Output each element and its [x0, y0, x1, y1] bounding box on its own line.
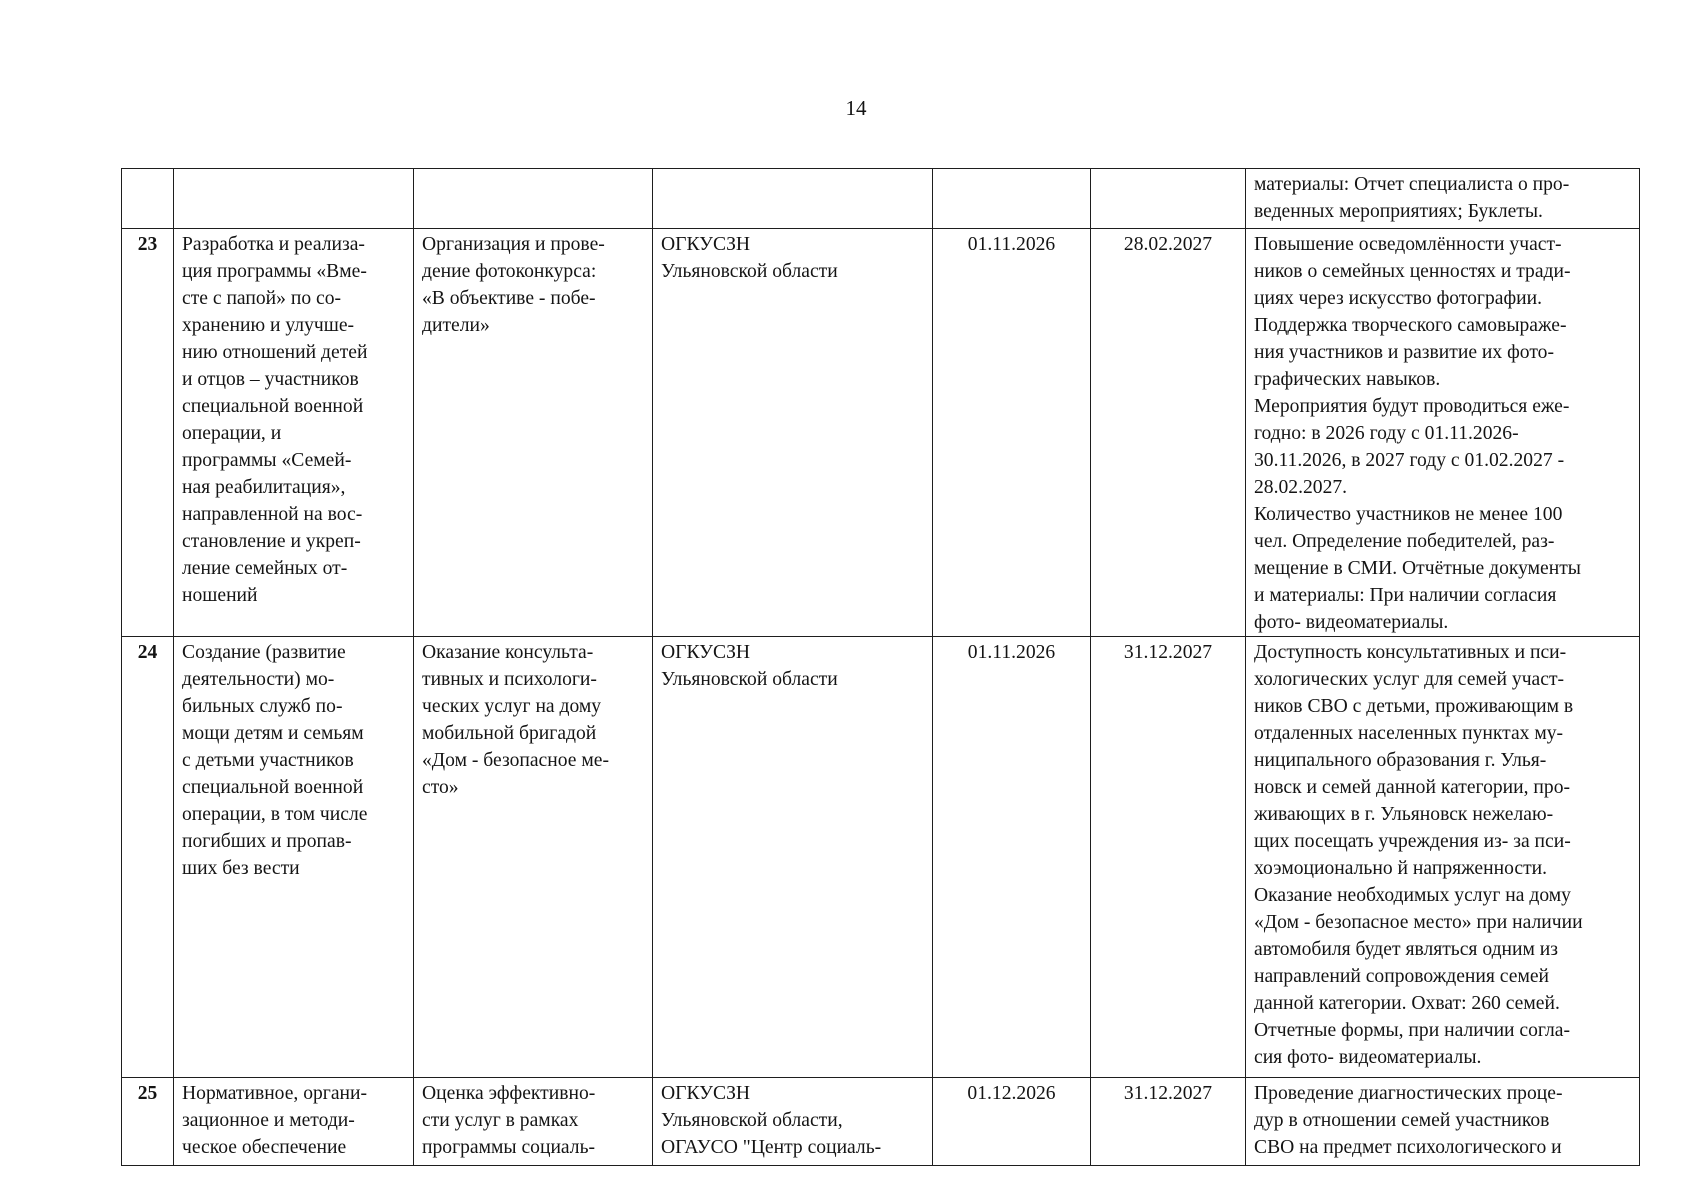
- cell-text-line: Ульяновской области,: [661, 1110, 843, 1131]
- cell-text-line: Доступность консультативных и пси-: [1254, 642, 1567, 663]
- start-date-cell: [933, 169, 1091, 229]
- table-row: [122, 229, 1640, 637]
- executor-cell: [653, 169, 933, 229]
- cell-text-line: дур в отношении семей участников: [1254, 1110, 1550, 1131]
- cell-text-line: с детьми участников: [182, 750, 354, 771]
- cell-text-line: и материалы: При наличии согласия: [1254, 585, 1557, 606]
- cell-text-line: ческих услуг на дому: [422, 696, 602, 717]
- cell-text-line: Организация и прове-: [422, 234, 605, 255]
- cell-text-line: Повышение осведомлённости участ-: [1254, 234, 1562, 255]
- executor-cell: [653, 637, 933, 1078]
- cell-text-line: циях через искусство фотографии.: [1254, 288, 1543, 309]
- start-date-cell: 01.12.2026: [933, 1078, 1091, 1166]
- cell-text-line: Проведение диагностических процe-: [1254, 1083, 1563, 1104]
- cell-text-line: ция программы «Вме-: [182, 261, 367, 282]
- cell-text-line: погибших и пропав-: [182, 831, 352, 852]
- table-row: [122, 1078, 1640, 1166]
- cell-text-line: «Дом - безопасное место» при наличии: [1254, 912, 1583, 933]
- event-cell: [414, 637, 653, 1078]
- cell-text-line: мещение в СМИ. Отчётные документы: [1254, 558, 1581, 579]
- end-date-cell: 31.12.2027: [1091, 1078, 1246, 1166]
- cell-text-line: новск и семей данной категории, про-: [1254, 777, 1571, 798]
- cell-text-line: хоэмоционально й напряженности.: [1254, 858, 1548, 879]
- cell-text-line: 28.02.2027.: [1254, 477, 1348, 498]
- plan-table-frame: [121, 168, 1639, 1166]
- row-number-cell: [122, 169, 174, 229]
- cell-text-line: Создание (развитие: [182, 642, 346, 663]
- cell-text-line: Разработка и реализа-: [182, 234, 365, 255]
- expected-result-cell: [1246, 169, 1640, 229]
- cell-text-line: Оценка эффективно-: [422, 1083, 596, 1104]
- cell-text-line: 30.11.2026, в 2027 году с 01.02.2027 -: [1254, 450, 1565, 471]
- cell-text-line: ОГКУСЗН: [661, 234, 751, 255]
- cell-text-line: Ульяновской области: [661, 669, 838, 690]
- cell-text-line: Поддержка творческого самовыраже-: [1254, 315, 1567, 336]
- cell-text-line: сто»: [422, 777, 459, 798]
- cell-text-line: специальной военной: [182, 777, 364, 798]
- cell-text-line: ников о семейных ценностях и тради-: [1254, 261, 1571, 282]
- task-name-cell: [174, 1078, 414, 1166]
- cell-text-line: становление и укреп-: [182, 531, 361, 552]
- cell-text-line: сте с папой» по со-: [182, 288, 342, 309]
- cell-text-line: ление семейных от-: [182, 558, 348, 579]
- cell-text-line: «Дом - безопасное ме-: [422, 750, 609, 771]
- cell-text-line: СВО на предмет психологического и: [1254, 1137, 1562, 1158]
- cell-text-line: фото- видеоматериалы.: [1254, 612, 1449, 633]
- cell-text-line: Нормативное, органи-: [182, 1083, 368, 1104]
- cell-text-line: дители»: [422, 315, 490, 336]
- executor-cell: [653, 1078, 933, 1166]
- cell-text-line: данной категории. Охват: 260 семей.: [1254, 993, 1560, 1014]
- table-row: [122, 169, 1640, 229]
- start-date-cell: 01.11.2026: [933, 229, 1091, 637]
- cell-text-line: мощи детям и семьям: [182, 723, 364, 744]
- plan-table-body: [122, 169, 1640, 1166]
- cell-text-line: ОГКУСЗН: [661, 642, 751, 663]
- task-name-cell: [174, 637, 414, 1078]
- event-cell: [414, 1078, 653, 1166]
- cell-text-line: ОГКУСЗН: [661, 1083, 751, 1104]
- cell-text-line: ная реабилитация»,: [182, 477, 346, 498]
- start-date-cell: 01.11.2026: [933, 637, 1091, 1078]
- cell-text-line: деятельности) мо-: [182, 669, 335, 690]
- cell-text-line: дение фотоконкурса:: [422, 261, 597, 282]
- event-cell: [414, 169, 653, 229]
- cell-text-line: «В объективе - побе-: [422, 288, 596, 309]
- cell-text-line: ческое обеспечение: [182, 1137, 347, 1158]
- cell-text-line: Оказание консульта-: [422, 642, 594, 663]
- table-row: [122, 637, 1640, 1078]
- cell-text-line: ния участников и развитие их фото-: [1254, 342, 1554, 363]
- cell-text-line: направленной на вос-: [182, 504, 363, 525]
- event-cell: [414, 229, 653, 637]
- cell-text-line: нию отношений детей: [182, 342, 368, 363]
- cell-text-line: Оказание необходимых услуг на дому: [1254, 885, 1571, 906]
- cell-text-line: ОГАУСО "Центр социаль-: [661, 1137, 882, 1158]
- task-name-cell: [174, 229, 414, 637]
- page-number: 14: [845, 96, 867, 120]
- cell-text-line: и отцов – участников: [182, 369, 359, 390]
- end-date-cell: [1091, 169, 1246, 229]
- cell-text-line: Мероприятия будут проводиться еже-: [1254, 396, 1570, 417]
- cell-text-line: Отчетные формы, при наличии согла-: [1254, 1020, 1570, 1041]
- expected-result-cell: [1246, 637, 1640, 1078]
- cell-text-line: хологических услуг для семей участ-: [1254, 669, 1565, 690]
- cell-text-line: графических навыков.: [1254, 369, 1441, 390]
- cell-text-line: веденных мероприятиях; Буклеты.: [1254, 201, 1543, 222]
- cell-text-line: мобильной бригадой: [422, 723, 597, 744]
- row-number-cell: 24: [122, 637, 174, 1078]
- plan-table: [121, 168, 1640, 1166]
- cell-text-line: ношений: [182, 585, 258, 606]
- cell-text-line: программы «Семей-: [182, 450, 352, 471]
- cell-text-line: хранению и улучше-: [182, 315, 355, 336]
- cell-text-line: Количество участников не менее 100: [1254, 504, 1563, 525]
- cell-text-line: ниципального образования г. Улья-: [1254, 750, 1547, 771]
- cell-text-line: живающих в г. Ульяновск нежелаю-: [1254, 804, 1554, 825]
- cell-text-line: отдаленных населенных пунктах му-: [1254, 723, 1564, 744]
- cell-text-line: чел. Определение победителей, раз-: [1254, 531, 1555, 552]
- cell-text-line: направлений сопровождения семей: [1254, 966, 1550, 987]
- row-number-cell: 23: [122, 229, 174, 637]
- cell-text-line: материалы: Отчет специалиста о про-: [1254, 174, 1570, 195]
- cell-text-line: тивных и психологи-: [422, 669, 597, 690]
- cell-text-line: ников СВО с детьми, проживающим в: [1254, 696, 1574, 717]
- cell-text-line: операции, и: [182, 423, 282, 444]
- row-number-cell: 25: [122, 1078, 174, 1166]
- cell-text-line: ших без вести: [182, 858, 300, 879]
- cell-text-line: годно: в 2026 году с 01.11.2026-: [1254, 423, 1519, 444]
- cell-text-line: специальной военной: [182, 396, 364, 417]
- cell-text-line: сия фото- видеоматериалы.: [1254, 1047, 1482, 1068]
- end-date-cell: 31.12.2027: [1091, 637, 1246, 1078]
- cell-text-line: сти услуг в рамках: [422, 1110, 579, 1131]
- expected-result-cell: [1246, 229, 1640, 637]
- executor-cell: [653, 229, 933, 637]
- cell-text-line: программы социаль-: [422, 1137, 596, 1158]
- cell-text-line: Ульяновской области: [661, 261, 838, 282]
- end-date-cell: 28.02.2027: [1091, 229, 1246, 637]
- task-name-cell: [174, 169, 414, 229]
- cell-text-line: бильных служб по-: [182, 696, 343, 717]
- expected-result-cell: [1246, 1078, 1640, 1166]
- cell-text-line: автомобиля будет являться одним из: [1254, 939, 1559, 960]
- cell-text-line: щих посещать учреждения из- за пси-: [1254, 831, 1571, 852]
- cell-text-line: зационное и методи-: [182, 1110, 355, 1131]
- cell-text-line: операции, в том числе: [182, 804, 368, 825]
